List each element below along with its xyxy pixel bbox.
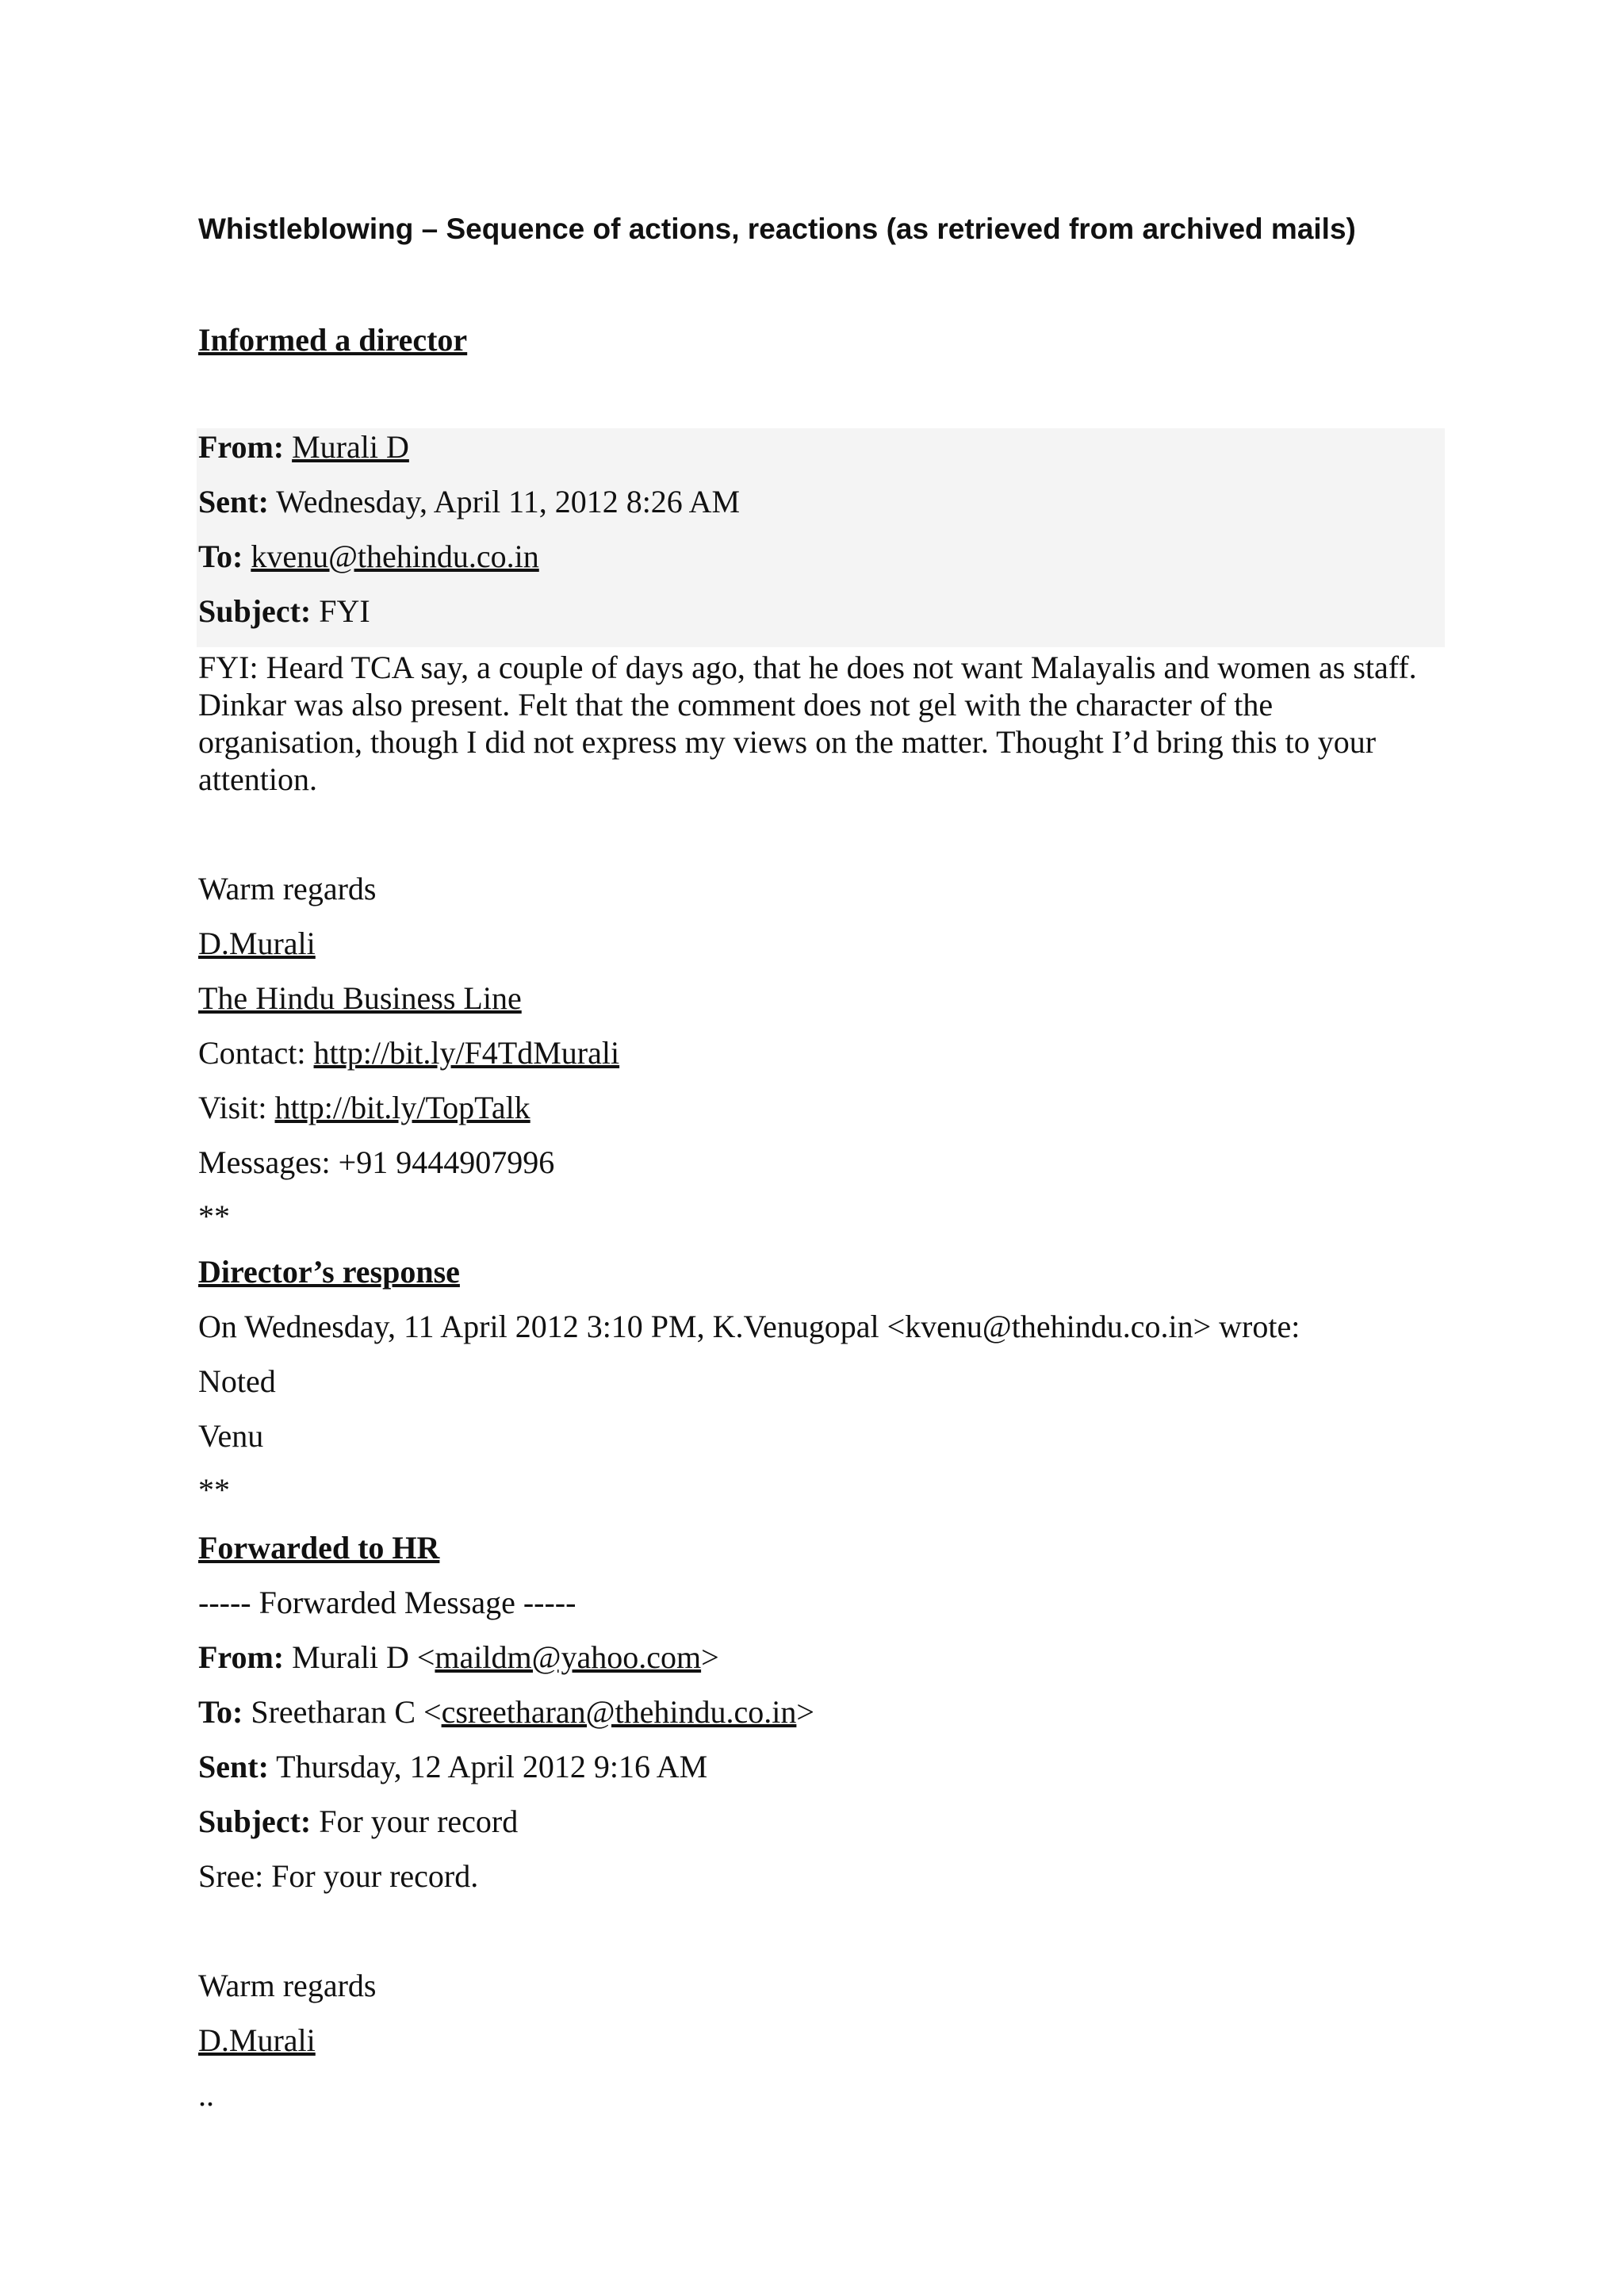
signature1-contact bbox=[198, 1034, 619, 1071]
forwarded-message-line: ----- Forwarded Message ----- bbox=[198, 1585, 576, 1620]
email2-to-label: To: bbox=[198, 1694, 243, 1730]
email2-sent-value: Thursday, 12 April 2012 9:16 AM bbox=[276, 1749, 708, 1784]
response-reply: Noted bbox=[198, 1363, 276, 1399]
signature1-contact-link[interactable]: http://bit.ly/F4TdMurali bbox=[313, 1035, 620, 1071]
document-title: Whistleblowing – Sequence of actions, reactions (as retrieved from archived mails) bbox=[198, 213, 1356, 245]
separator-1: ** bbox=[198, 1198, 230, 1234]
email2-to-email-link[interactable]: csreetharan@thehindu.co.in bbox=[441, 1694, 797, 1730]
email2-from-label: From: bbox=[198, 1639, 285, 1675]
signature1-contact-label: Contact: bbox=[198, 1035, 306, 1071]
email1-sent bbox=[198, 483, 740, 520]
email1-body: FYI: Heard TCA say, a couple of days ago, that he does not want Malayalis and women as staff. Dinkar was also present. Felt that the comment does not gel with the character of the organisation, though I did not express my views on the matter. Thought I’d bring this to your attention. bbox=[198, 650, 1417, 797]
email1-subject-label: Subject: bbox=[198, 593, 312, 629]
email2-sent bbox=[198, 1748, 707, 1785]
email1-sent-value: Wednesday, April 11, 2012 8:26 AM bbox=[276, 484, 741, 519]
email2-sent-label: Sent: bbox=[198, 1749, 269, 1784]
response-intro: On Wednesday, 11 April 2012 3:10 PM, K.Venugopal <kvenu@thehindu.co.in> wrote: bbox=[198, 1309, 1300, 1344]
email2-from-close: > bbox=[701, 1639, 719, 1675]
email2-subject-label: Subject: bbox=[198, 1803, 312, 1839]
email2-from bbox=[198, 1639, 719, 1676]
email2-subject bbox=[198, 1803, 518, 1840]
email1-subject-value: FYI bbox=[319, 593, 370, 629]
signature1-messages: Messages: +91 9444907996 bbox=[198, 1144, 555, 1180]
email1-from-label: From: bbox=[198, 429, 285, 465]
signature1-visit bbox=[198, 1089, 530, 1126]
signature1-regards: Warm regards bbox=[198, 871, 377, 907]
email2-body: Sree: For your record. bbox=[198, 1858, 479, 1894]
email2-from-email-link[interactable]: maildm@yahoo.com bbox=[435, 1639, 702, 1675]
email1-to bbox=[198, 538, 539, 575]
email2-to-close: > bbox=[796, 1694, 814, 1730]
signature1-visit-label: Visit: bbox=[198, 1090, 267, 1125]
heading-forwarded-to-hr: Forwarded to HR bbox=[198, 1530, 440, 1566]
separator-2: ** bbox=[198, 1472, 230, 1508]
email1-sent-label: Sent: bbox=[198, 484, 269, 519]
heading-directors-response: Director’s response bbox=[198, 1254, 460, 1290]
email1-from-link[interactable]: Murali D bbox=[292, 429, 409, 465]
document-ending: .. bbox=[198, 2077, 214, 2113]
email2-to bbox=[198, 1693, 814, 1731]
signature1-name-link[interactable]: D.Murali bbox=[198, 926, 316, 961]
signature2-name-link[interactable]: D.Murali bbox=[198, 2022, 316, 2058]
email2-from-name: Murali D < bbox=[292, 1639, 435, 1675]
email2-subject-value: For your record bbox=[319, 1803, 519, 1839]
signature2-regards: Warm regards bbox=[198, 1968, 377, 2003]
email2-to-name: Sreetharan C < bbox=[251, 1694, 442, 1730]
email1-to-label: To: bbox=[198, 539, 243, 574]
response-name: Venu bbox=[198, 1418, 264, 1454]
email1-subject bbox=[198, 592, 370, 630]
signature1-org-link[interactable]: The Hindu Business Line bbox=[198, 980, 522, 1016]
email1-from bbox=[198, 428, 409, 466]
signature1-visit-link[interactable]: http://bit.ly/TopTalk bbox=[274, 1090, 530, 1125]
email1-to-link[interactable]: kvenu@thehindu.co.in bbox=[251, 539, 539, 574]
heading-informed-director: Informed a director bbox=[198, 322, 468, 358]
